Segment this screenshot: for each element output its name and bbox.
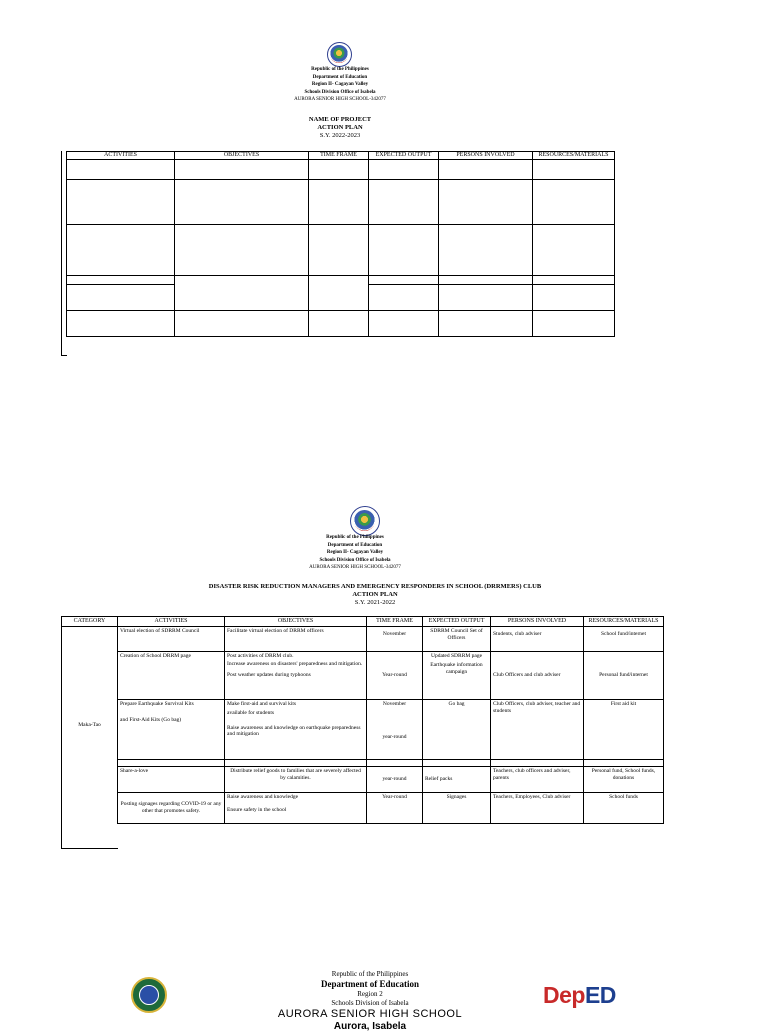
- action-plan-title: ACTION PLAN: [317, 124, 363, 131]
- table-row: [62, 627, 664, 652]
- time-frame-cell: November: [367, 627, 423, 652]
- col-objectives: OBJECTIVES: [225, 617, 367, 627]
- header-department: Department of Education: [312, 74, 368, 80]
- activity-cell: Share-a-love: [118, 767, 225, 793]
- col-category: CATEGORY: [62, 617, 118, 627]
- time-frame-cell: Year-round: [367, 793, 423, 824]
- header-school: AURORA SENIOR HIGH SCHOOL-342077: [294, 97, 386, 102]
- deped-seal-icon: [350, 506, 380, 536]
- resources-cell: Personal fund, School funds, donations: [584, 767, 664, 793]
- persons-cell: Students, club adviser: [491, 627, 584, 652]
- table-row: [62, 652, 664, 700]
- col-persons-involved: PERSONS INVOLVED: [491, 617, 584, 627]
- col-resources: RESOURCES/MATERIALS: [584, 617, 664, 627]
- objective-cell: Facilitate virtual election of DRRM officers: [225, 627, 367, 652]
- output-item: Updated SDRRM page: [430, 653, 483, 659]
- objective-item: available for students: [227, 709, 275, 716]
- category-left-rule-tail: [61, 820, 62, 849]
- objective-item: Raise awareness and knowledge on earthquake preparedness and mitigation: [227, 724, 361, 738]
- output-cell: SDRRM Council Set of Officers: [423, 627, 491, 652]
- page2-title: [150, 583, 600, 607]
- table-left-rule: [61, 151, 62, 356]
- category-foot-rule: [61, 848, 118, 849]
- header-region: Region II- Cagayan Valley: [311, 82, 369, 87]
- output-cell: [423, 652, 491, 700]
- time-frame-cell: year-round: [367, 767, 423, 793]
- action-plan-title: ACTION PLAN: [352, 591, 398, 598]
- footer-department: Department of Education: [321, 979, 419, 989]
- time-frame-item: year-round: [382, 733, 407, 740]
- resources-cell: School funds: [584, 793, 664, 824]
- footer-school: AURORA SENIOR HIGH SCHOOL: [277, 1008, 463, 1020]
- activity-item: Prepare Earthquake Survival Kits: [120, 701, 194, 707]
- objective-item: Post activities of DRRM club.: [227, 653, 294, 659]
- col-expected-output: EXPECTED OUTPUT: [369, 152, 439, 160]
- objective-cell: [225, 793, 367, 824]
- page2-header: [255, 534, 455, 572]
- col-time-frame: TIME FRAME: [367, 617, 423, 627]
- persons-cell: Club Officers, club adviser, teacher and students: [491, 700, 584, 760]
- objective-cell: Distribute relief goods to families that are severely affected by calamities.: [225, 767, 367, 793]
- table-row: [67, 160, 615, 180]
- objective-item: Ensure safety in the school: [227, 806, 287, 813]
- resources-cell: First aid kit: [584, 700, 664, 760]
- category-cell: Maka-Tao: [62, 627, 118, 824]
- deped-seal-icon: [327, 42, 352, 67]
- col-persons-involved: PERSONS INVOLVED: [439, 152, 533, 160]
- footer-letterhead: [250, 970, 490, 1033]
- time-frame-cell: [367, 700, 423, 760]
- col-resources: RESOURCES/MATERIALS: [533, 152, 615, 160]
- activity-cell: [118, 700, 225, 760]
- time-frame-cell: Year-round: [367, 652, 423, 700]
- club-title: DISASTER RISK REDUCTION MANAGERS AND EMERGENCY RESPONDERS IN SCHOOL (DRRMERS) CLUB: [208, 583, 542, 590]
- header-republic: Republic of the Philippines: [326, 535, 384, 540]
- persons-cell: Teachers, club officers and adviser, parents: [491, 767, 584, 793]
- table-row: [67, 276, 615, 285]
- resources-cell: School fund/internet: [584, 627, 664, 652]
- activity-cell: Creation of School DRRM page: [118, 652, 225, 700]
- project-name: NAME OF PROJECT: [308, 116, 372, 123]
- table-row: [62, 760, 664, 767]
- page1-action-plan-table: [66, 151, 615, 337]
- footer-division: Schools Division of Isabela: [331, 999, 409, 1007]
- col-time-frame: TIME FRAME: [309, 152, 369, 160]
- persons-cell: Teachers, Employees, Club adviser: [491, 793, 584, 824]
- footer-republic: Republic of the Philippines: [331, 970, 409, 978]
- table-row: [62, 793, 664, 824]
- table-left-foot-rule: [61, 355, 67, 356]
- resources-cell: Personal fund/internet: [584, 652, 664, 700]
- persons-cell: Club Officers and club adviser: [491, 652, 584, 700]
- table-row: [62, 700, 664, 760]
- footer-town: Aurora, Isabela: [333, 1021, 407, 1032]
- activity-item: and First-Aid Kits (Go bag): [120, 716, 182, 723]
- footer-region: Region 2: [357, 990, 383, 998]
- header-department: Department of Education: [327, 542, 383, 548]
- output-cell: Relief packs: [423, 767, 491, 793]
- activity-cell: Virtual election of SDRRM Council: [118, 627, 225, 652]
- header-division: Schools Division Office of Isabela: [319, 557, 391, 563]
- page1-title: [240, 116, 440, 140]
- objective-item: Increase awareness on disasters' preparedness and mitigation.: [227, 660, 363, 667]
- header-school: AURORA SENIOR HIGH SCHOOL-342077: [309, 565, 401, 570]
- school-year: S.Y. 2022-2023: [319, 132, 361, 139]
- table-row: [67, 180, 615, 225]
- header-republic: Republic of the Philippines: [311, 67, 369, 72]
- col-activities: ACTIVITIES: [67, 152, 175, 160]
- output-cell: Signages: [423, 793, 491, 824]
- objective-item: Make first-aid and survival kits: [227, 701, 297, 707]
- col-expected-output: EXPECTED OUTPUT: [423, 617, 491, 627]
- col-objectives: OBJECTIVES: [175, 152, 309, 160]
- header-division: Schools Division Office of Isabela: [304, 89, 376, 95]
- table-row: [62, 767, 664, 793]
- objective-item: Raise awareness and knowledge: [227, 794, 299, 800]
- school-logo-icon: [131, 977, 167, 1013]
- page1-header: [240, 66, 440, 104]
- time-frame-item: November: [382, 701, 407, 707]
- page2-action-plan-table: [61, 616, 664, 824]
- table-row: [67, 311, 615, 337]
- objective-item: Post weather updates during typhoons: [227, 671, 311, 678]
- objective-cell: [225, 652, 367, 700]
- header-region: Region II- Cagayan Valley: [326, 550, 384, 555]
- col-activities: ACTIVITIES: [118, 617, 225, 627]
- output-cell: Go bag: [423, 700, 491, 760]
- table-row: [67, 225, 615, 276]
- activity-cell: Posting signages regarding COVID-19 or any other that promotes safety.: [118, 793, 225, 824]
- deped-logo: DepED: [543, 982, 616, 1008]
- output-item: Earthquake information campaign: [430, 661, 483, 675]
- school-year: S.Y. 2021-2022: [354, 599, 396, 606]
- objective-cell: [225, 700, 367, 760]
